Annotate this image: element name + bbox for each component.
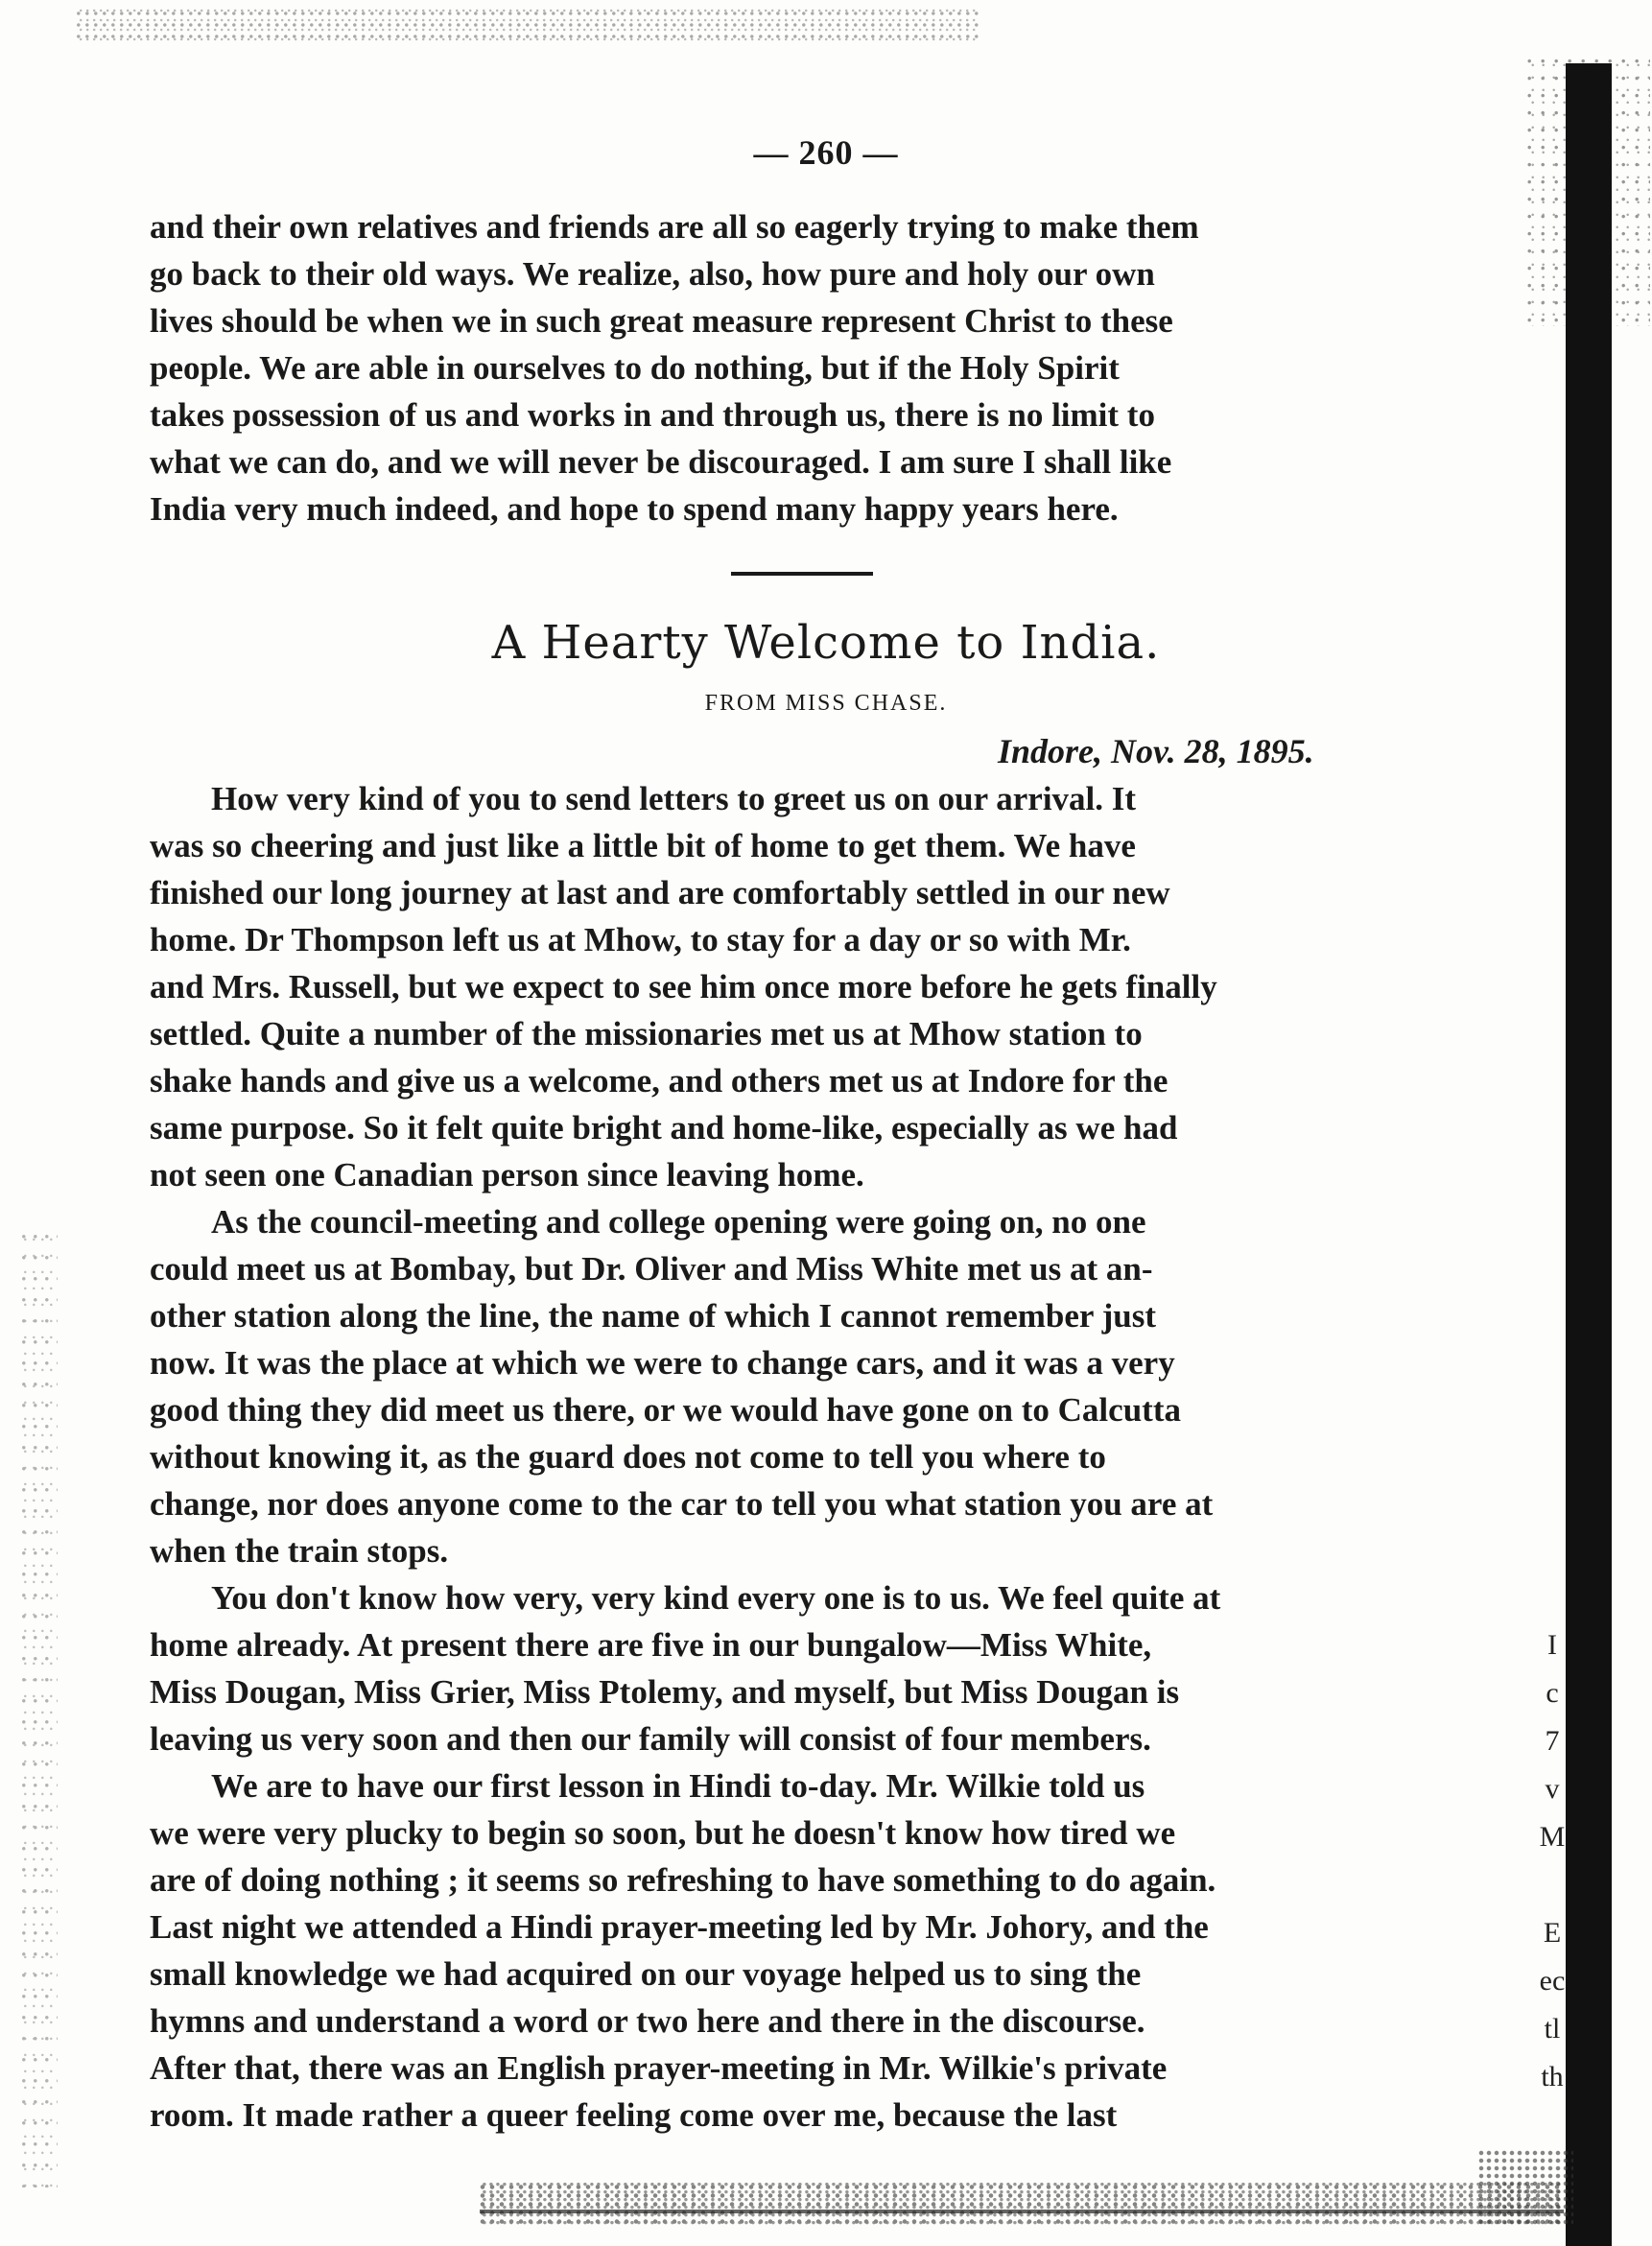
text-line: shake hands and give us a welcome, and others met us at Indore for the (150, 1062, 1168, 1099)
binding-edge (1566, 63, 1612, 2246)
text-line: are of doing nothing ; it seems so refreshing to have something to do again. (150, 1861, 1216, 1899)
scan-noise-left (19, 1228, 58, 2187)
article-body (150, 775, 1450, 2139)
article-byline: FROM MISS CHASE. (704, 691, 948, 716)
scan-noise-top (77, 8, 979, 46)
text-line: other station along the line, the name of which I cannot remember just (150, 1297, 1156, 1335)
text-line: and their own relatives and friends are all so eagerly trying to make them (150, 208, 1199, 246)
text-line: lives should be when we in such great measure represent Christ to these (150, 302, 1173, 340)
scan-noise-corner (1477, 2149, 1573, 2226)
text-line: what we can do, and we will never be discouraged. I am sure I shall like (150, 443, 1172, 481)
margin-fragment (1533, 1861, 1571, 1909)
continuation-text (150, 203, 1450, 532)
text-line: How very kind of you to send letters to greet us on our arrival. It (211, 780, 1137, 817)
text-line: without knowing it, as the guard does not come to tell you where to (150, 1438, 1106, 1476)
text-line: As the council-meeting and college opening were going on, no one (211, 1203, 1146, 1241)
text-line: takes possession of us and works in and through us, there is no limit to (150, 396, 1155, 434)
text-line: finished our long journey at last and are comfortably settled in our new (150, 874, 1170, 911)
scan-bottom-line (480, 2210, 1564, 2213)
text-line: people. We are able in ourselves to do nothing, but if the Holy Spirit (150, 349, 1120, 387)
margin-fragment: 7 (1545, 1725, 1560, 1757)
margin-fragment: th (1541, 2061, 1564, 2092)
margin-fragment: tl (1544, 2013, 1561, 2045)
text-line: good thing they did meet us there, or we would have gone on to Calcutta (150, 1391, 1181, 1429)
text-line: and Mrs. Russell, but we expect to see him once more before he gets finally (150, 968, 1217, 1005)
text-line: small knowledge we had acquired on our voyage helped us to sing the (150, 1955, 1142, 1993)
margin-fragment: ec (1539, 1965, 1566, 1997)
text-line: We are to have our first lesson in Hindi to-day. Mr. Wilkie told us (211, 1767, 1145, 1805)
text-line: home already. At present there are five in our bungalow—Miss White, (150, 1626, 1152, 1664)
text-line: change, nor does anyone come to the car to tell you what station you are at (150, 1485, 1214, 1523)
page-number: — 260 — (753, 133, 899, 172)
text-line: After that, there was an English prayer-meeting in Mr. Wilkie's private (150, 2049, 1168, 2087)
section-divider (731, 572, 873, 576)
text-line: go back to their old ways. We realize, also, how pure and holy our own (150, 255, 1155, 293)
text-line: home. Dr Thompson left us at Mhow, to stay for a day or so with Mr. (150, 921, 1131, 958)
text-line: now. It was the place at which we were to change cars, and it was a very (150, 1344, 1175, 1382)
margin-fragment: I (1547, 1629, 1557, 1661)
text-line: India very much indeed, and hope to spend many happy years here. (150, 490, 1119, 528)
text-line: could meet us at Bombay, but Dr. Oliver and Miss White met us at an- (150, 1250, 1153, 1288)
text-line: leaving us very soon and then our family will consist of four members. (150, 1720, 1151, 1758)
text-line: Last night we attended a Hindi prayer-meeting led by Mr. Johory, and the (150, 1908, 1209, 1946)
text-line: You don't know how very, very kind every one is to us. We feel quite at (211, 1579, 1221, 1617)
text-line: not seen one Canadian person since leaving home. (150, 1156, 864, 1194)
text-line: when the train stops. (150, 1532, 449, 1570)
adjacent-page-fragments (1533, 1621, 1571, 2101)
article-title: A Hearty Welcome to India. (491, 616, 1161, 670)
scan-noise-bottom (480, 2183, 1564, 2226)
text-line: room. It made rather a queer feeling come over me, because the last (150, 2096, 1118, 2134)
text-line: same purpose. So it felt quite bright and home-like, especially as we had (150, 1109, 1178, 1147)
margin-fragment: v (1545, 1773, 1560, 1805)
text-line: Miss Dougan, Miss Grier, Miss Ptolemy, and myself, but Miss Dougan is (150, 1673, 1180, 1711)
article-dateline: Indore, Nov. 28, 1895. (998, 732, 1314, 770)
margin-fragment: c (1546, 1677, 1559, 1709)
margin-fragment: M (1539, 1821, 1566, 1853)
margin-fragment: E (1543, 1917, 1562, 1949)
text-line: settled. Quite a number of the missionaries met us at Mhow station to (150, 1015, 1143, 1052)
text-line: was so cheering and just like a little bit of home to get them. We have (150, 827, 1136, 864)
text-line: hymns and understand a word or two here and there in the discourse. (150, 2002, 1145, 2040)
text-line: we were very plucky to begin so soon, but he doesn't know how tired we (150, 1814, 1176, 1852)
